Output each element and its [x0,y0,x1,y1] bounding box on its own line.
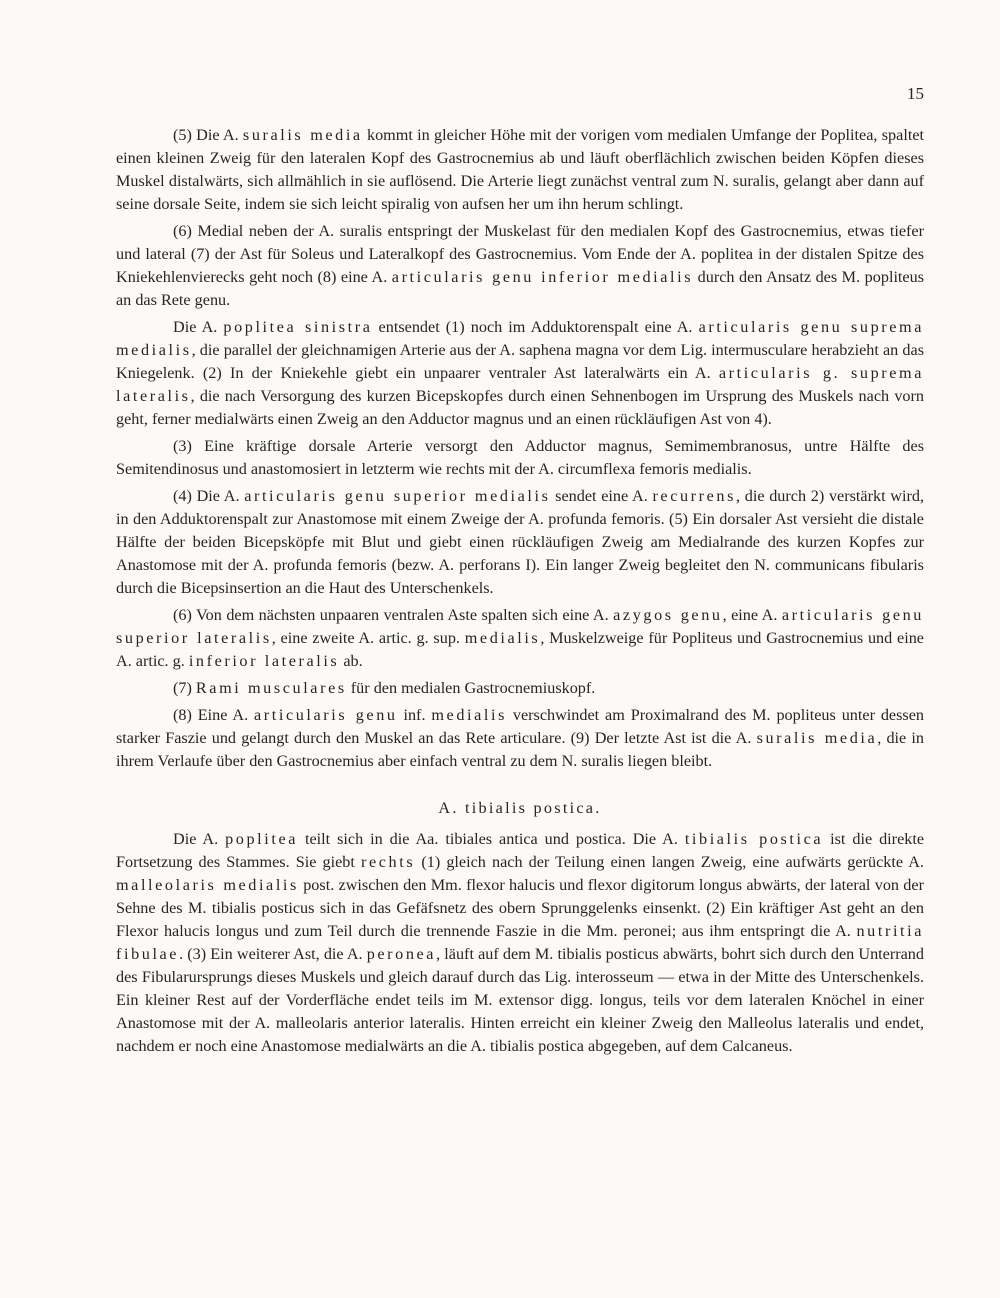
paragraph [116,435,924,481]
text-run: , die parallel der gleichnamigen Arterie aus der A. saphena magna vor dem Lig. intermusculare herabzieht an das Kniegelenk. (2) In der Kniekehle giebt ein unpaarer ventraler Ast lateralwärts ein A. [116,341,924,382]
spaced-term: suralis media [756,729,878,747]
spaced-term: articularis genu [254,706,398,724]
text-run: , eine zweite A. artic. g. sup. [271,629,465,647]
text-run: (6) Von dem nächsten unpaaren ventralen Aste spalten sich eine A. [173,606,614,624]
spaced-term: suralis media [242,126,363,144]
paragraph [116,704,924,773]
spaced-term: tibialis postica [684,830,824,848]
text-run: , eine A. [722,606,782,624]
text-run: , Muskelzweige für Popliteus und Gastrocnemius und eine A. artic. g. [116,629,924,670]
spaced-term: rechts [361,853,416,871]
text-run: für den medialen Gastrocnemiuskopf. [346,679,596,697]
text-run: teilt sich in die Aa. tibiales antica und postica. Die A. [298,830,685,848]
body-text [116,124,924,1058]
paragraph [116,828,924,1058]
text-run: post. zwischen den Mm. flexor halucis und flexor digitorum longus abwärts, der lateral von der Sehne des M. tibialis posticus sich in das Gefäfsnetz des obern Sprunggelenks einsenkt. (2) Ein kräftiger Ast geht an den Flexor halucis longus und zum Teil durch die trennende Faszie in die Mm. peronei; aus ihm entspringt die A. [116,876,924,940]
spaced-term: articularis genu suprema medialis [116,318,924,359]
spaced-term: nutritia fibulae [116,922,924,963]
spaced-term: poplitea sinistra [223,318,373,336]
text-run: entsendet (1) noch im Adduktorenspalt eine A. [372,318,699,336]
spaced-term: recurrens [652,487,736,505]
text-run: (6) Medial neben der A. suralis entspringt der Muskelast für den medialen Kopf des Gastrocnemius, etwas tiefer und lateral (7) der Ast für Soleus und Lateralkopf des Gastrocnemius. Vom Ende der A. poplitea in der distalen Spitze des Kniekehlenvierecks geht noch (8) eine A. [116,222,924,286]
text-run: (8) Eine A. [173,706,255,724]
paragraph [116,316,924,431]
spaced-term: poplitea [225,830,299,848]
text-run: ab. [339,652,363,670]
spaced-term: articularis g. suprema lateralis [116,364,924,405]
text-run: (3) Eine kräftige dorsale Arterie versorgt den Adductor magnus, Semimembranosus, untre Hälfte des Semitendinosus und anastomosiert in letzterm wie rechts mit der A. circumflexa femoris medialis. [116,437,924,478]
spaced-term: inferior lateralis [188,652,340,670]
spaced-term: medialis [464,629,541,647]
text-run: , die nach Versorgung des kurzen Bicepskopfes durch einen Sehnenbogen im Ursprung des Muskels nach vorn geht, ferner medialwärts einen Zweig an den Adductor magnus und an einen rückläufigen Ast von 4). [116,387,924,428]
section-heading: A. tibialis postica. [438,799,602,817]
spaced-term: peronea [366,945,437,963]
paragraph [116,604,924,673]
text-run: , die in ihrem Verlaufe über den Gastrocnemius aber einfach ventral zu dem N. suralis liegen bleibt. [116,729,925,770]
page-number: 15 [907,84,924,103]
text-run: (7) [173,679,196,697]
text-run: Die A. [173,830,226,848]
paragraph [116,485,924,600]
spaced-term: medialis [431,706,507,724]
paragraph [116,124,924,216]
spaced-term: azygos genu [613,606,723,624]
text-run: kommt in gleicher Höhe mit der vorigen vom medialen Umfange der Poplitea, spaltet einen kleinen Zweig für den lateralen Kopf des Gastrocnemius ab und läuft oberflächlich zwischen beiden Köpfen dieses Muskel distalwärts, sich allmählich in sie auflösend. Die Arterie liegt zunächst ventral zum N. suralis, gelangt aber dann auf seine dorsale Seite, indem sie sich leicht spiralig von aufsen her um ihn herum schlingt. [116,126,925,213]
text-run: (4) Die A. [173,487,245,505]
text-run: (1) gleich nach der Teilung einen langen Zweig, eine aufwärts gerückte A. [415,853,924,871]
spaced-term: malleolaris medialis [116,876,299,894]
text-run: sendet eine A. [550,487,653,505]
text-run: (5) Die A. [173,126,243,144]
spaced-term: articularis genu inferior medialis [391,268,694,286]
main-paragraphs [116,124,924,773]
text-run: . (3) Ein weiterer Ast, die A. [179,945,367,963]
text-run: , die durch 2) verstärkt wird, in den Adduktorenspalt zur Anastomose mit einem Zweige der A. profunda femoris. (5) Ein dorsaler Ast versieht die distale Hälfte der beiden Bicepsköpfe mit Blut und giebt einen rückläufigen Zweig am Medialrande des kurzen Kopfes zur Anastomose mit der A. profunda femoris (bezw. A. perforans I). Ein langer Zweig begleitet den N. communicans fibularis durch die Bicepsinsertion an die Haut des Unterschenkels. [116,487,924,597]
spaced-term: articularis genu superior medialis [244,487,551,505]
text-run: Die A. [173,318,224,336]
paragraph [116,220,924,312]
spaced-term: articularis genu superior lateralis [116,606,924,647]
text-run: durch den Ansatz des M. popliteus an das Rete genu. [116,268,925,309]
section-paragraphs [116,828,924,1058]
spaced-term: Rami musculares [195,679,347,697]
text-run: inf. [397,706,432,724]
text-run: , läuft auf dem M. tibialis posticus abwärts, bohrt sich durch den Unterrand des Fibularursprungs dieses Muskels und gleich darauf durch das Lig. interosseum — etwa in der Mitte des Unterschenkels. Ein kleiner Rest auf der Vorderfläche endet teils im M. extensor digg. longus, teils vor dem lateralen Knöchel in einer Anastomose mit der A. malleolaris anterior lateralis. Hinten erreicht ein kleiner Zweig den Malleolus lateralis und endet, nachdem er noch eine Anastomose medialwärts an die A. tibialis postica abgegeben, auf dem Calcaneus. [116,945,924,1055]
text-run: ist die direkte Fortsetzung des Stammes. Sie giebt [116,830,925,871]
text-run: verschwindet am Proximalrand des M. popliteus unter dessen starker Faszie und gelangt durch den Muskel an das Rete articulare. (9) Der letzte Ast ist die A. [116,706,924,747]
paragraph [116,677,924,700]
